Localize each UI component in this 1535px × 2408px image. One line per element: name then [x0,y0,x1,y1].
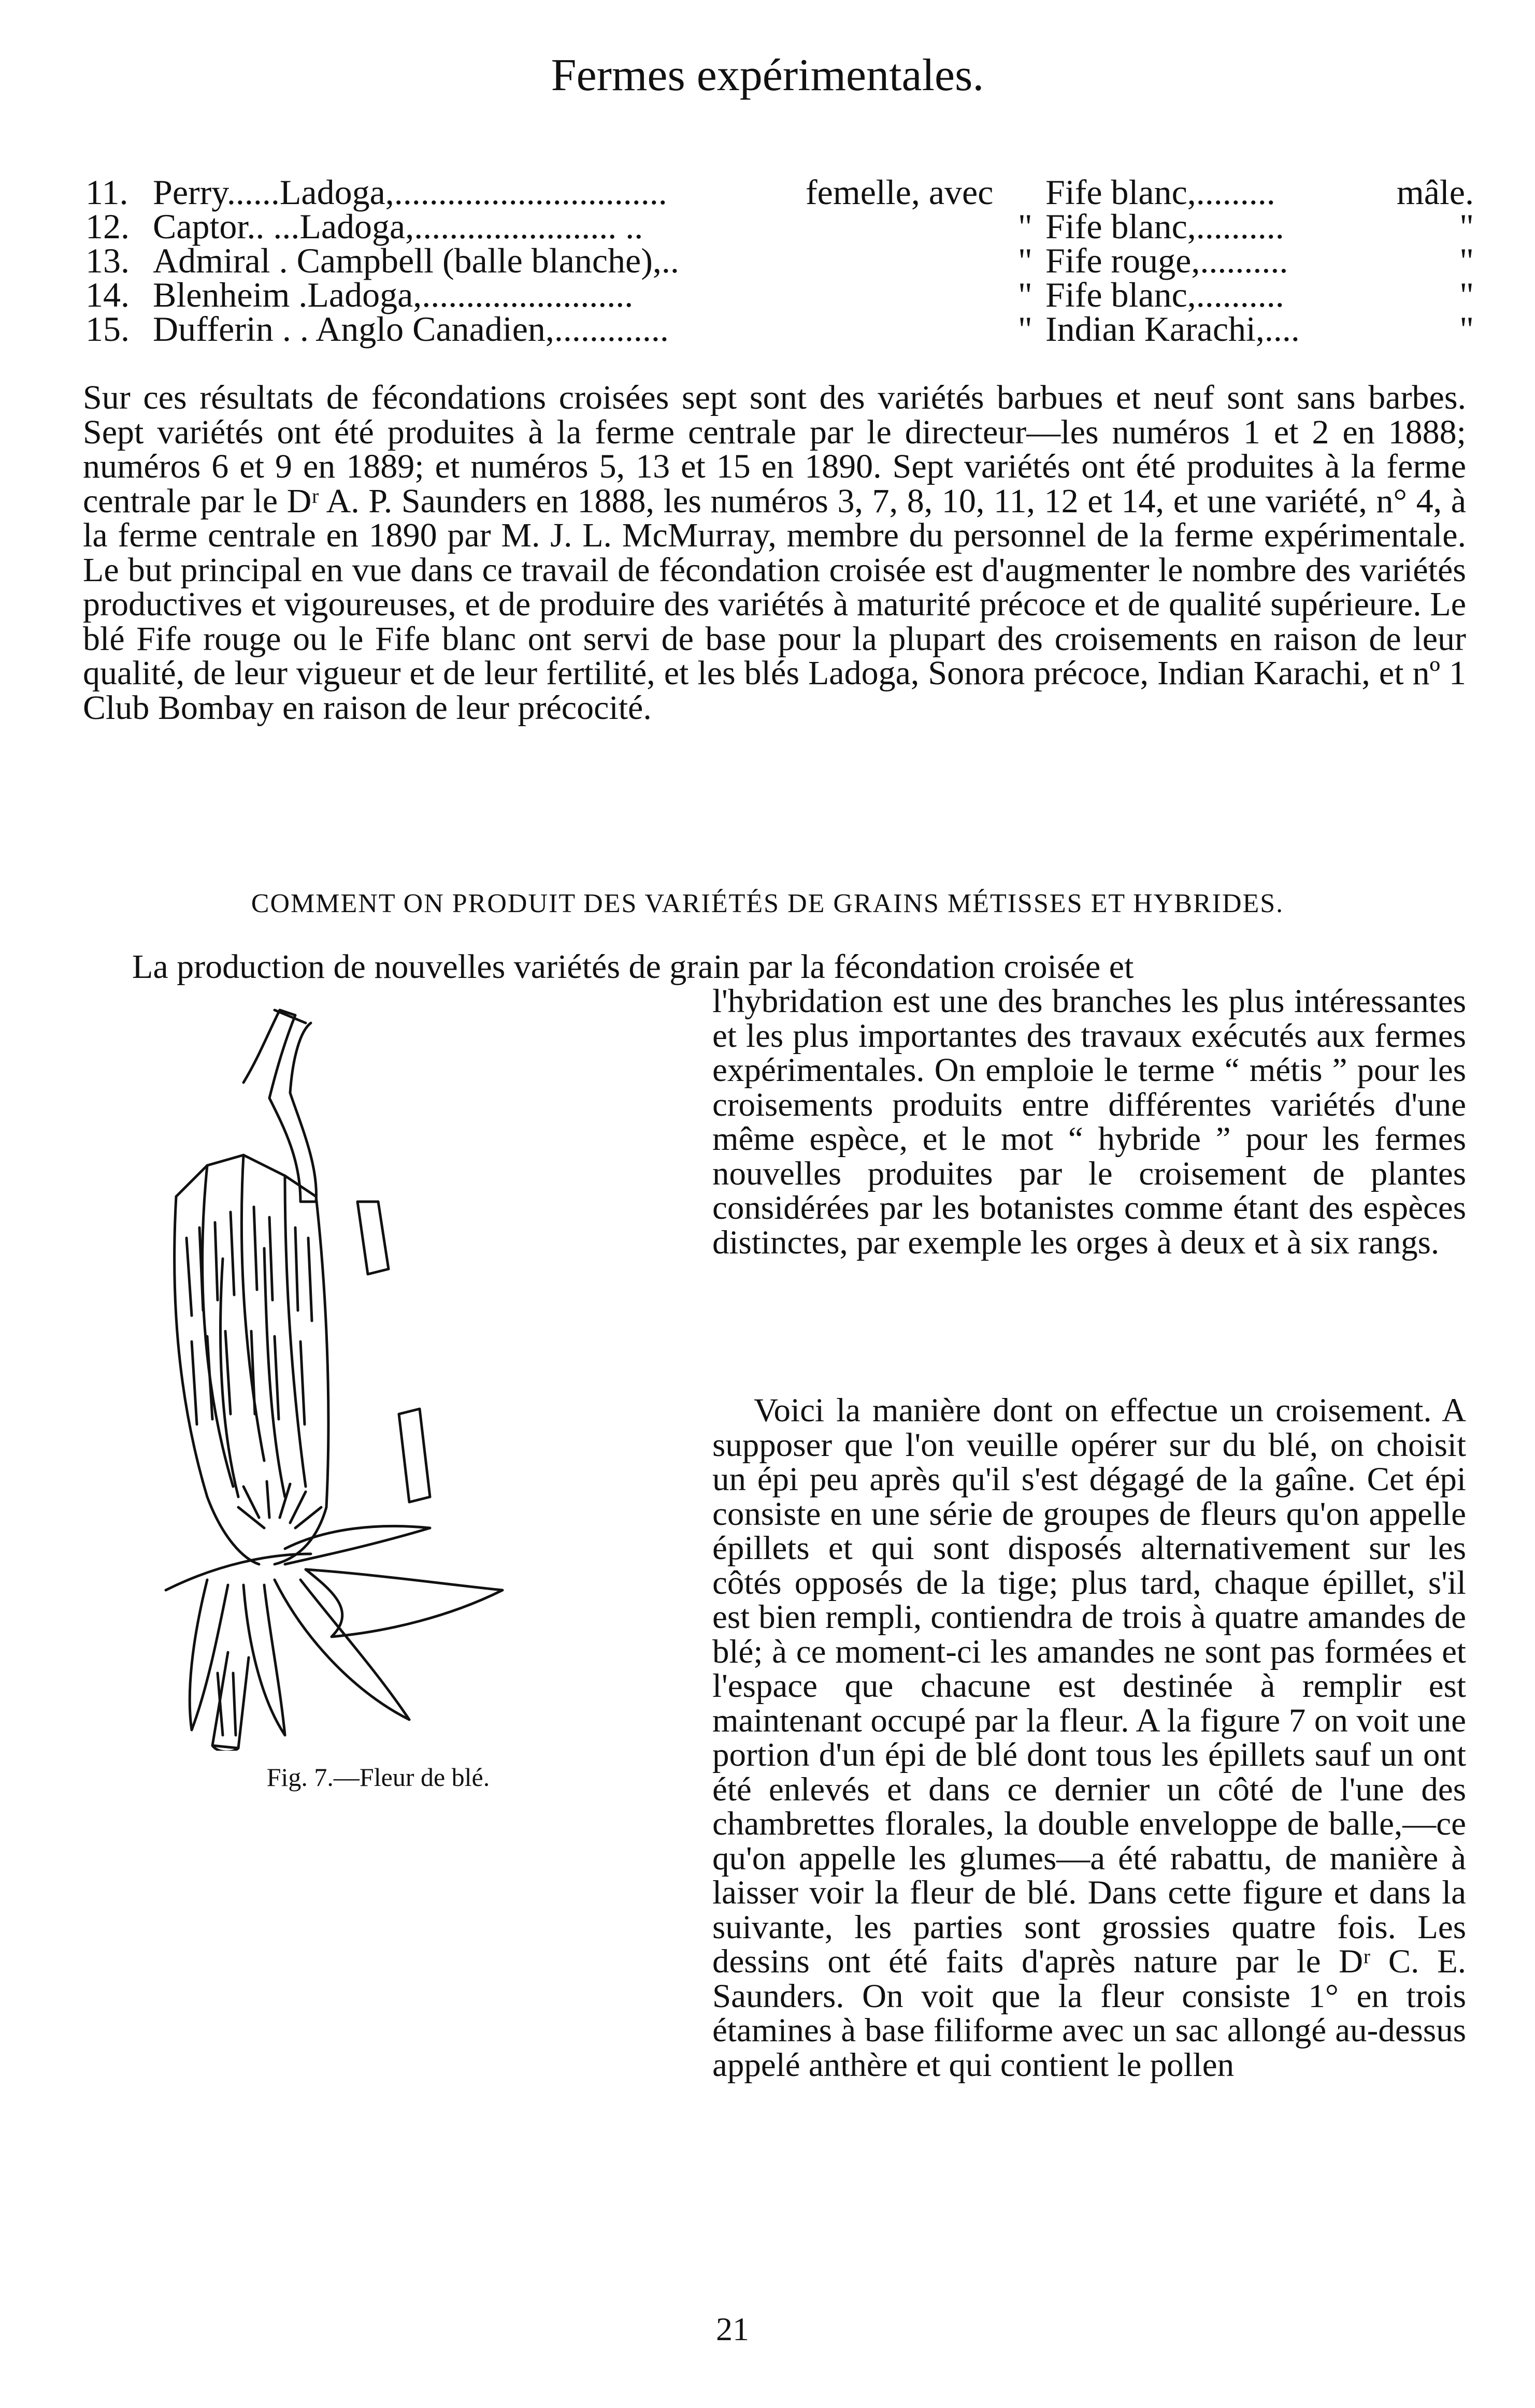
page-header: Fermes expérimentales. [551,50,984,100]
ditto-mark: " [1018,241,1032,280]
wheat-flower-drawing [88,979,679,1751]
cross-parent-b: Fife blanc,......... [1045,172,1275,212]
cross-list [85,172,1474,349]
cross-number: 13. [85,241,130,280]
cross-sex: " [1459,207,1474,246]
cross-parent-b: Indian Karachi,.... [1045,309,1300,349]
cross-row [85,275,1474,314]
cross-parent-a: Captor.. ...Ladoga,....................... .. [153,207,643,246]
cross-number: 14. [85,275,130,314]
cross-sex: " [1459,275,1474,314]
cross-relation: femelle, avec [806,172,994,212]
cross-sex: " [1459,309,1474,349]
cross-number: 15. [85,309,130,349]
cross-number: 12. [85,207,130,246]
cross-row [85,309,1474,349]
cross-parent-b: Fife blanc,.......... [1045,207,1284,246]
column-paragraph-1: l'hybridation est une des branches les plus intéressantes et les plus importantes des travaux exécutés aux fermes expérimentales. On emploie le terme “ métis ” pour les croisements produits entre différentes variétés d'une même espèce, et le mot “ hybride ” pour les fermes nouvelles produites par le croisement de plantes considérées par les botanistes comme étant des espèces distinctes, par exemple les orges à deux et à six rangs. [712,983,1466,1261]
cross-parent-a: Blenheim .Ladoga,........................ [153,275,634,314]
column-paragraph-2 [712,1393,1466,2082]
cross-row [85,207,1474,246]
cross-sex: mâle. [1396,172,1474,212]
cross-sex: " [1459,241,1474,280]
paragraph-results: Sur ces résultats de fécondations croisées sept sont des variétés barbues et neuf sont sans barbes. Sept variétés ont été produites à la ferme centrale par le directeur—les numéros 1 et 2 en 1888; numéros 6 et 9 en 1889; et numéros 5, 13 et 15 en 1890. Sept variétés ont été produites à la ferme centrale par le Dʳ A. P. Saunders en 1888, les numéros 3, 7, 8, 10, 11, 12 et 14, et une variété, n° 4, à la ferme centrale en 1890 par M. J. L. McMurray, membre du personnel de la ferme expérimentale. Le but principal en vue dans ce travail de fécondation croisée est d'augmenter le nombre des variétés productives et vigoureuses, et de produire des variétés à maturité précoce et de qualité supérieure. Le blé Fife rouge ou le Fife blanc ont servi de base pour la plupart des croisements en raison de leur qualité, de leur vigueur et de leur fertilité, et les blés Ladoga, Sonora précoce, Indian Karachi, et nº 1 Club Bombay en raison de leur précocité. [83,379,1466,727]
cross-parent-a: Dufferin . . Anglo Canadien,............. [153,309,669,349]
cross-row [85,172,1474,212]
cross-parent-b: Fife rouge,.......... [1045,241,1288,280]
cross-parent-a: Admiral . Campbell (balle blanche),.. [153,241,679,280]
cross-parent-a: Perry......Ladoga,............................... [153,172,667,212]
figure-caption: Fig. 7.—Fleur de blé. [266,1763,490,1792]
ditto-mark: " [1018,275,1032,314]
lead-line: La production de nouvelles variétés de grain par la fécondation croisée et [132,948,1134,986]
section-heading: COMMENT ON PRODUIT DES VARIÉTÉS DE GRAINS MÉTISSES ET HYBRIDES. [251,889,1284,918]
ditto-mark: " [1018,207,1032,246]
wheat-flower-illustration [88,979,679,1751]
page-number: 21 [716,2311,749,2347]
column-paragraph-2-text: Voici la manière dont on effectue un croisement. A supposer que l'on veuille opérer sur du blé, on choisit un épi peu après qu'il s'est dégagé de la gaîne. Cet épi consiste en une série de groupes de fleurs qu'on appelle épillets et qui sont disposés alternativement sur les côtés opposés de la tige; plus tard, chaque épillet, s'il est bien rempli, contiendra de trois à quatre amandes de blé; à ce moment-ci les amandes ne sont pas formées et l'espace que chacune est destinée à remplir est maintenant occupé par la fleur. A la figure 7 on voit une portion d'un épi de blé dont tous les épillets sauf un ont été enlevés et dans ce dernier un côté de l'une des chambrettes florales, la double enveloppe de balle,—ce qu'on appelle les glumes—a été rabattu, de manière à laisser voir la fleur de blé. Dans cette figure et dans la suivante, les parties sont grossies quatre fois. Les dessins ont été faits d'après nature par le Dʳ C. E. Saunders. On voit que la fleur consiste 1° en trois étamines à base filiforme avec un sac allongé au-dessus appelé anthère et qui contient le pollen [712,1392,1466,2084]
cross-number: 11. [85,172,128,212]
ditto-mark: " [1018,309,1032,349]
cross-row [85,243,1474,278]
cross-parent-b: Fife blanc,.......... [1045,275,1284,314]
